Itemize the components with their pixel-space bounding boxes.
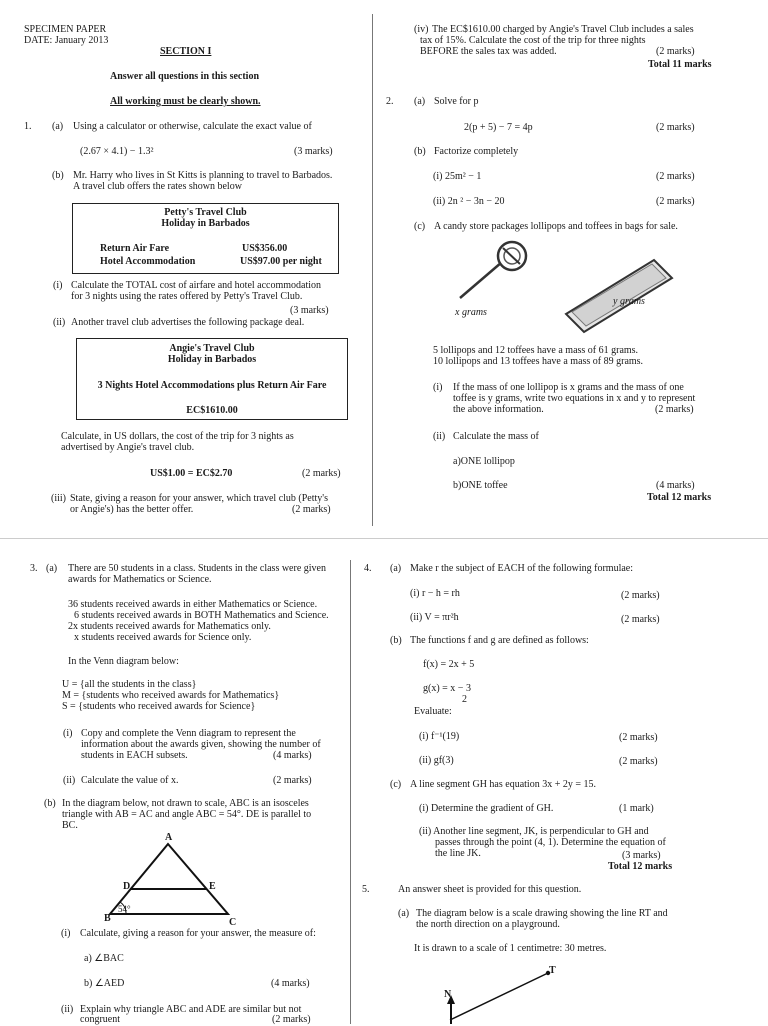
q2cii-label: (ii) xyxy=(433,431,446,442)
q4ai-expression: (i) r − h = rh xyxy=(410,588,460,599)
q3bii-label: (ii) xyxy=(61,1004,74,1015)
q2b-label: (b) xyxy=(414,146,426,157)
q2cii-part-b: b)ONE toffee xyxy=(453,480,508,491)
q3bi-label: (i) xyxy=(61,928,71,939)
q3bi-part-b: b) ∠AED xyxy=(84,978,125,989)
q4-evaluate: Evaluate: xyxy=(414,706,452,717)
q3b-text-line1: In the diagram below, not drawn to scale, ABC is an isosceles xyxy=(62,798,309,809)
triangle-angle-label: 54° xyxy=(118,904,131,914)
q1bi-text-line2: for 3 nights using the rates offered by Petty's Travel Club. xyxy=(71,291,303,302)
instruction-working: All working must be clearly shown. xyxy=(110,96,261,107)
q1iv-marks: (2 marks) xyxy=(656,46,695,57)
angie-price: EC$1610.00 xyxy=(186,405,238,416)
q3ai-label: (i) xyxy=(63,728,73,739)
q1b-text-line1: Mr. Harry who lives in St Kitts is planning to travel to Barbados. xyxy=(73,170,333,181)
lollipop-illustration xyxy=(440,240,540,310)
q1bii-calc-line1: Calculate, in US dollars, the cost of the trip for 3 nights as xyxy=(61,431,294,442)
q5a-label: (a) xyxy=(398,908,410,919)
q1biii-label: (iii) xyxy=(51,493,66,504)
petty-row2-label: Hotel Accommodation xyxy=(100,256,196,267)
q3bi-text: Calculate, giving a reason for your answer, the measure of: xyxy=(80,928,316,939)
toffee-mass-label: y grams xyxy=(613,296,645,307)
q4bi-expression: (i) f⁻¹(19) xyxy=(419,731,460,742)
date-label: DATE: January 2013 xyxy=(24,35,109,46)
q5-scale: It is drawn to a scale of 1 centimetre: 30 metres. xyxy=(414,943,607,954)
q4-number: 4. xyxy=(364,563,372,574)
q3-venn-intro: In the Venn diagram below: xyxy=(68,656,179,667)
q3b-text-line2: triangle with AB = AC and angle ABC = 54°. DE is parallel to xyxy=(62,809,312,820)
q4-f-definition: f(x) = 2x + 5 xyxy=(423,659,475,670)
q3ai-text-line3: students in EACH subsets. xyxy=(81,750,188,761)
scale-drawing xyxy=(430,960,580,1024)
q2-total: Total 12 marks xyxy=(647,492,712,503)
q2ci-marks: (2 marks) xyxy=(655,404,694,415)
q2c-label: (c) xyxy=(414,221,426,232)
q3-fact1: 36 students received awards in either Mathematics or Science. xyxy=(68,599,318,610)
q4ai-marks: (2 marks) xyxy=(621,590,660,601)
q3ai-text-line1: Copy and complete the Venn diagram to represent the xyxy=(81,728,296,739)
q3b-text-line3: BC. xyxy=(62,820,78,831)
q4aii-expression: (ii) V = πr²h xyxy=(410,612,459,623)
q1bii-text: Another travel club advertises the following package deal. xyxy=(71,317,305,328)
q4-total: Total 12 marks xyxy=(608,861,673,872)
q1bi-text-line1: Calculate the TOTAL cost of airfare and hotel accommodation xyxy=(71,280,322,291)
petty-row2-value: US$97.00 per night xyxy=(240,256,322,267)
q2-info-line2: 10 lollipops and 13 toffees have a mass of 89 grams. xyxy=(433,356,644,367)
q5-intro: An answer sheet is provided for this question. xyxy=(398,884,582,895)
instruction-answer-all: Answer all questions in this section xyxy=(110,71,260,82)
q1-number: 1. xyxy=(24,121,32,132)
q1b-label: (b) xyxy=(52,170,64,181)
q4cii-marks: (3 marks) xyxy=(622,850,661,861)
q3a-text-line2: awards for Mathematics or Science. xyxy=(68,574,212,585)
q2-number: 2. xyxy=(386,96,394,107)
triangle-diagram xyxy=(90,834,250,934)
q3-number: 3. xyxy=(30,563,38,574)
exchange-rate: US$1.00 = EC$2.70 xyxy=(150,468,233,479)
q1biii-text-line2: or Angie's) has the better offer. xyxy=(70,504,194,515)
q1bii-calc-line2: advertised by Angie's travel club. xyxy=(61,442,195,453)
q1a-label: (a) xyxy=(52,121,64,132)
column-divider-top xyxy=(372,14,373,526)
q3bii-text-line1: Explain why triangle ABC and ADE are similar but not xyxy=(80,1004,302,1015)
q4a-label: (a) xyxy=(390,563,402,574)
q1iv-text-line3: BEFORE the sales tax was added. xyxy=(420,46,557,57)
page-half-divider xyxy=(0,538,768,539)
q1bii-label: (ii) xyxy=(53,317,66,328)
q2cii-text: Calculate the mass of xyxy=(453,431,539,442)
q5a-text-line1: The diagram below is a scale drawing showing the line RT and xyxy=(416,908,668,919)
q3bi-part-a: a) ∠BAC xyxy=(84,953,124,964)
q3-fact4: x students received awards for Science only. xyxy=(74,632,252,643)
q4bii-marks: (2 marks) xyxy=(619,756,658,767)
q3-fact3: 2x students received awards for Mathematics only. xyxy=(68,621,271,632)
angie-package-line: 3 Nights Hotel Accommodations plus Return Air Fare xyxy=(97,380,327,391)
specimen-label: SPECIMEN PAPER xyxy=(24,24,107,35)
angie-title: Angie's Travel Club xyxy=(169,343,255,354)
q4ci-marks: (1 mark) xyxy=(619,803,654,814)
lollipop-mass-label: x grams xyxy=(455,307,487,318)
q3aii-marks: (2 marks) xyxy=(273,775,312,786)
q1iv-label: (iv) xyxy=(414,24,429,35)
q4-g-denominator: 2 xyxy=(462,694,467,705)
q2a-marks: (2 marks) xyxy=(656,122,695,133)
q1bi-marks: (3 marks) xyxy=(290,305,329,316)
point-t-label: T xyxy=(549,965,556,976)
q2a-expression: 2(p + 5) − 7 = 4p xyxy=(464,122,533,133)
q1iv-text-line1: The EC$1610.00 charged by Angie's Travel Club includes a sales xyxy=(432,24,694,35)
column-divider-bottom xyxy=(350,560,351,1024)
q3ai-text-line2: information about the awards given, showing the number of xyxy=(81,739,321,750)
q2ci-text-line1: If the mass of one lollipop is x grams and the mass of one xyxy=(453,382,684,393)
q4aii-marks: (2 marks) xyxy=(621,614,660,625)
north-label: N xyxy=(444,989,452,1000)
q4ci-expression: (i) Determine the gradient of GH. xyxy=(419,803,554,814)
q2c-text: A candy store packages lollipops and toffees in bags for sale. xyxy=(434,221,678,232)
q1a-marks: (3 marks) xyxy=(294,146,333,157)
q5-number: 5. xyxy=(362,884,370,895)
q3ai-marks: (4 marks) xyxy=(273,750,312,761)
q2bii-expression: (ii) 2n ² − 3n − 20 xyxy=(433,196,505,207)
triangle-vertex-b: B xyxy=(104,913,111,924)
q2bi-expression: (i) 25m² − 1 xyxy=(433,171,482,182)
q4bii-expression: (ii) gf(3) xyxy=(419,755,454,766)
q2ci-label: (i) xyxy=(433,382,443,393)
q4b-label: (b) xyxy=(390,635,402,646)
q4-g-definition: g(x) = x − 3 xyxy=(423,683,471,694)
q3-m-definition: M = {students who received awards for Mathematics} xyxy=(62,690,280,701)
q4cii-text-line2: passes through the point (4, 1). Determine the equation of xyxy=(435,837,666,848)
q3a-text-line1: There are 50 students in a class. Students in the class were given xyxy=(68,563,326,574)
triangle-vertex-e: E xyxy=(209,881,216,892)
q1-total: Total 11 marks xyxy=(648,59,712,70)
q2cii-marks: (4 marks) xyxy=(656,480,695,491)
q1a-text: Using a calculator or otherwise, calculate the exact value of xyxy=(73,121,312,132)
q4a-text: Make r the subject of EACH of the following formulae: xyxy=(410,563,633,574)
q2-info-line1: 5 lollipops and 12 toffees have a mass of 61 grams. xyxy=(433,345,639,356)
q1a-expression: (2.67 × 4.1) − 1.3² xyxy=(80,146,154,157)
q1biii-marks: (2 marks) xyxy=(292,504,331,515)
triangle-vertex-c: C xyxy=(229,917,237,928)
q4c-label: (c) xyxy=(390,779,402,790)
q3bii-text-line2: congruent xyxy=(80,1014,120,1025)
q1biii-text-line1: State, giving a reason for your answer, which travel club (Petty's xyxy=(70,493,328,504)
angie-travel-club-box xyxy=(76,338,348,420)
section-title: SECTION I xyxy=(160,46,212,57)
q2b-text: Factorize completely xyxy=(434,146,519,157)
q3b-label: (b) xyxy=(44,798,56,809)
q2ci-text-line3: the above information. xyxy=(453,404,544,415)
petty-title: Petty's Travel Club xyxy=(164,207,247,218)
petty-subtitle: Holiday in Barbados xyxy=(161,218,250,229)
q3-fact2: 6 students received awards in BOTH Mathematics and Science. xyxy=(74,610,329,621)
q2a-text: Solve for p xyxy=(434,96,479,107)
q3bii-marks: (2 marks) xyxy=(272,1014,311,1025)
q4cii-text-line3: the line JK. xyxy=(435,848,481,859)
q3aii-text: Calculate the value of x. xyxy=(81,775,179,786)
q4b-text: The functions f and g are defined as follows: xyxy=(410,635,589,646)
q4bi-marks: (2 marks) xyxy=(619,732,658,743)
q2cii-part-a: a)ONE lollipop xyxy=(453,456,515,467)
q2bi-marks: (2 marks) xyxy=(656,171,695,182)
toffee-illustration xyxy=(560,252,680,332)
q1iv-text-line2: tax of 15%. Calculate the cost of the trip for three nights xyxy=(420,35,646,46)
petty-row1-value: US$356.00 xyxy=(242,243,288,254)
angie-subtitle: Holiday in Barbados xyxy=(167,354,257,365)
q1bii-marks: (2 marks) xyxy=(302,468,341,479)
q3bi-marks: (4 marks) xyxy=(271,978,310,989)
q3-s-definition: S = {students who received awards for Science} xyxy=(62,701,256,712)
petty-travel-club-box xyxy=(72,203,339,274)
q1bi-label: (i) xyxy=(53,280,63,291)
q5a-text-line2: the north direction on a playground. xyxy=(416,919,560,930)
q2a-label: (a) xyxy=(414,96,426,107)
q3a-label: (a) xyxy=(46,563,58,574)
q3-u-definition: U = {all the students in the class} xyxy=(62,679,197,690)
petty-row1-label: Return Air Fare xyxy=(100,243,170,254)
triangle-vertex-d: D xyxy=(123,881,131,892)
q1b-text-line2: A travel club offers the rates shown below xyxy=(73,181,242,192)
q2ci-text-line2: toffee is y grams, write two equations in x and y to represent xyxy=(453,393,696,404)
triangle-vertex-a: A xyxy=(165,832,173,843)
q4c-text: A line segment GH has equation 3x + 2y = 15. xyxy=(410,779,596,790)
q2bii-marks: (2 marks) xyxy=(656,196,695,207)
q3aii-label: (ii) xyxy=(63,775,76,786)
q4cii-text-line1: (ii) Another line segment, JK, is perpendicular to GH and xyxy=(419,826,649,837)
